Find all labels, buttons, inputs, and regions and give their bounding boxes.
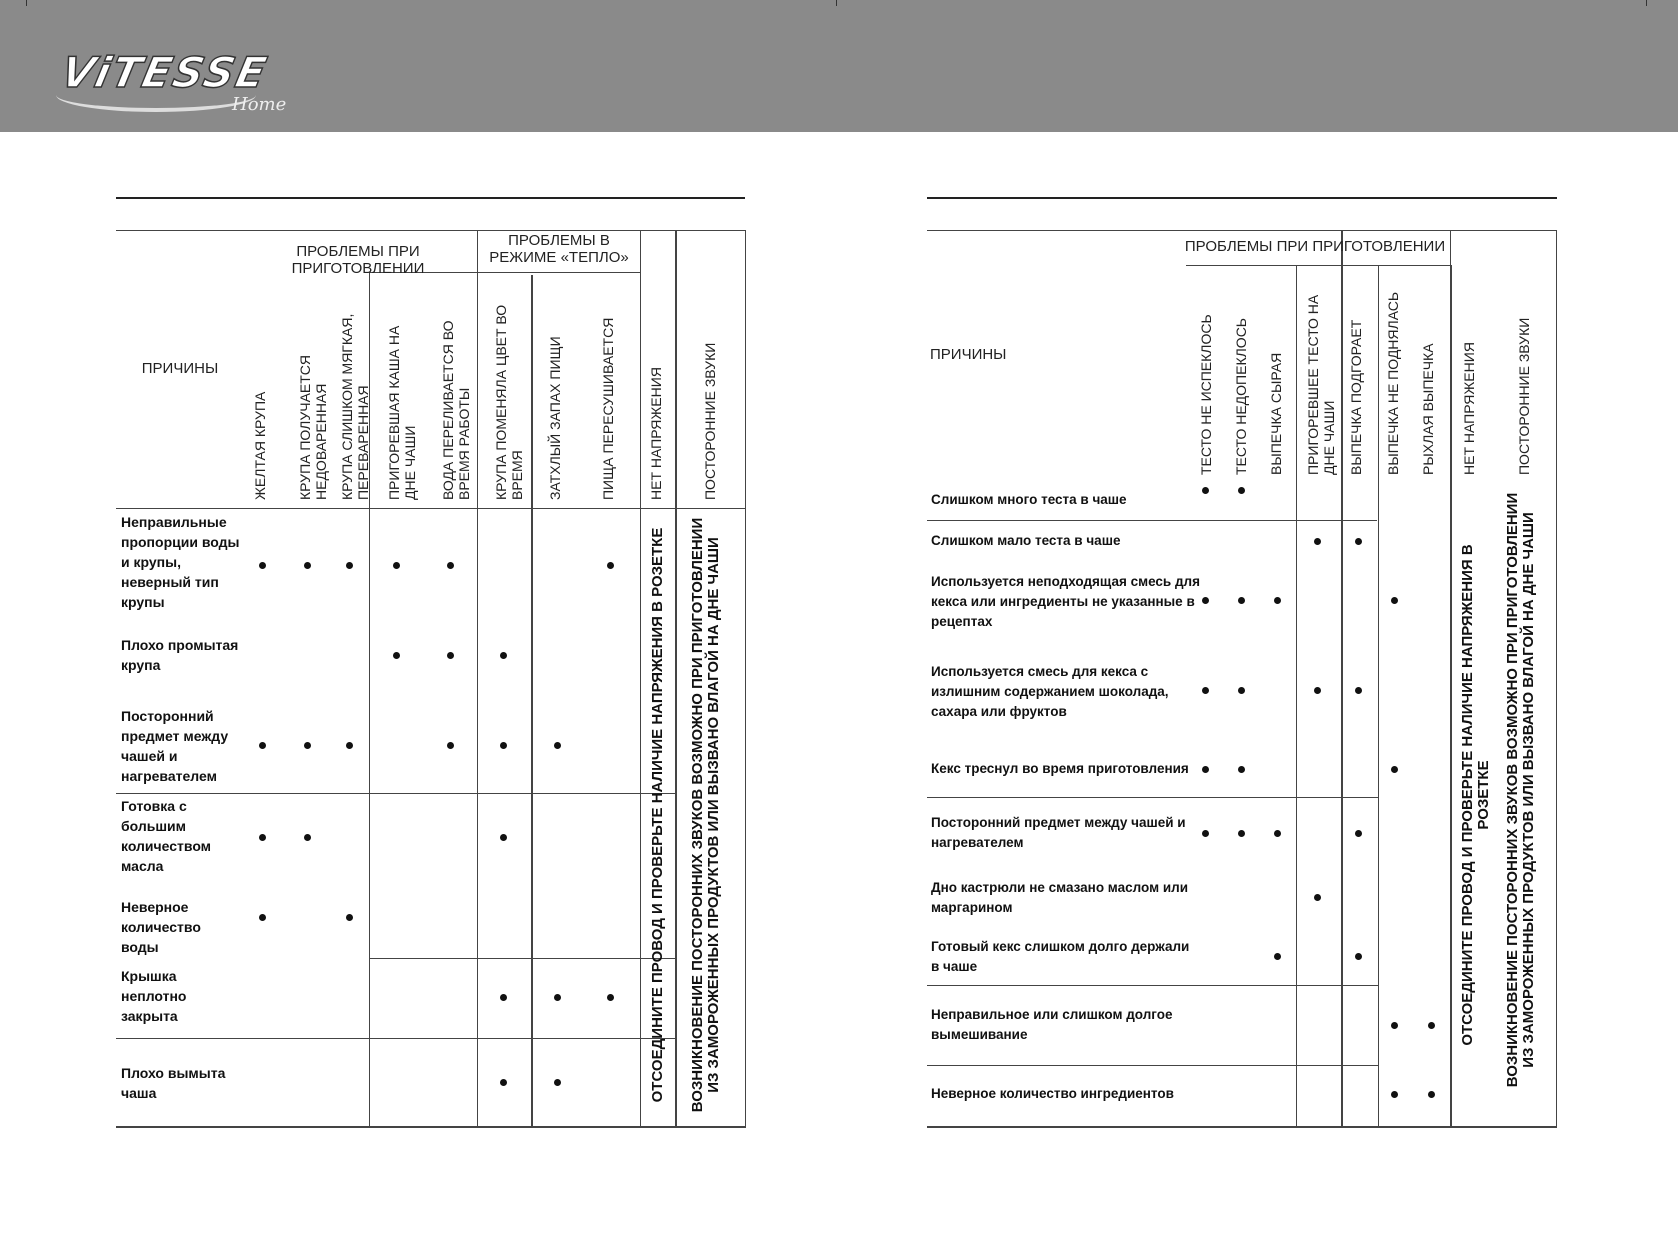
mark-dot (1428, 1022, 1435, 1029)
cause-row: Готовый кекс слишком долго держали в чаше (931, 939, 1190, 974)
column-header: ПРИГОРЕВШЕЕ ТЕСТО НА ДНЕ ЧАШИ (1305, 294, 1337, 475)
mark-dot (1391, 1022, 1398, 1029)
column-header: ЖЕЛТАЯ КРУПА (252, 391, 268, 500)
column-header: ВЫПЕЧКА НЕ ПОДНЯЛАСЬ (1385, 291, 1401, 475)
advice-divider (1450, 230, 1451, 1126)
row-separator (927, 985, 1378, 986)
group-underline (1186, 265, 1450, 266)
mark-dot (1238, 487, 1245, 494)
group-header-warm: ПРОБЛЕМЫ В РЕЖИМЕ «ТЕПЛО» (489, 232, 629, 266)
column-separator (1296, 265, 1297, 1126)
mark-dot (1314, 894, 1321, 901)
mark-dot (1238, 597, 1245, 604)
mark-dot (1202, 766, 1209, 773)
mark-dot (1202, 830, 1209, 837)
causes-header: ПРИЧИНЫ (930, 346, 1007, 363)
column-header: КРУПА ПОМЕНЯЛА ЦВЕТ ВО ВРЕМЯ (493, 304, 525, 500)
column-header: ВЫПЕЧКА СЫРАЯ (1268, 352, 1284, 475)
mark-dot (1391, 766, 1398, 773)
column-header: ПИЩА ПЕРЕСУШИВАЕТСЯ (600, 317, 616, 500)
noise-advice: ВОЗНИКНОВЕНИЕ ПОСТОРОННИХ ЗВУКОВ ВОЗМОЖНО ПРИ ПРИГОТОВЛЕНИИ ИЗ ЗАМОРОЖЕННЫХ ПРОДУКТОВ ИЛИ ВЫЗВАНО ВЛАГОЙ НА ДНЕ ЧАШИ (689, 517, 722, 1113)
row-separator (927, 1065, 1378, 1066)
column-separator (1341, 230, 1343, 1126)
logo-name: ViTESSE (56, 48, 273, 97)
column-header: РЫХЛАЯ ВЫПЕЧКА (1420, 343, 1436, 475)
cause-row: Дно кастрюли не смазано маслом или маргарином (931, 880, 1189, 915)
noise-advice: ВОЗНИКНОВЕНИЕ ПОСТОРОННИХ ЗВУКОВ ВОЗМОЖНО ПРИ ПРИГОТОВЛЕНИИ ИЗ ЗАМОРОЖЕННЫХ ПРОДУКТОВ ИЛИ ВЫЗВАНО ВЛАГОЙ НА ДНЕ ЧАШИ (1504, 492, 1537, 1088)
cause-row: Неправильное или слишком долгое вымешивание (931, 1007, 1173, 1042)
causes-header: ПРИЧИНЫ (141, 360, 219, 377)
cause-row: Слишком мало теста в чаше (931, 533, 1121, 548)
column-header: ТЕСТО НЕДОПЕКЛОСЬ (1233, 318, 1249, 475)
mark-dot (1238, 687, 1245, 694)
mark-dot (1274, 597, 1281, 604)
column-header: КРУПА ПОЛУЧАЕТСЯ НЕДОВАРЕННАЯ (297, 354, 329, 500)
logo-sub: Home (232, 94, 287, 115)
mark-dot (1428, 1091, 1435, 1098)
column-header: ПРИГОРЕВШАЯ КАША НА ДНЕ ЧАШИ (386, 325, 418, 500)
mark-dot (1202, 597, 1209, 604)
mark-dot (1274, 830, 1281, 837)
cause-row: Неправильные пропорции воды и крупы, неверный тип крупы (121, 514, 240, 610)
column-header: ВЫПЕЧКА ПОДГОРАЕТ (1348, 319, 1364, 475)
mark-dot (1274, 953, 1281, 960)
table-border-bottom (927, 1126, 1557, 1128)
column-header: НЕТ НАПРЯЖЕНИЯ (1461, 342, 1477, 475)
header-separator (927, 520, 1377, 521)
mark-dot (1202, 487, 1209, 494)
mark-dot (1391, 1091, 1398, 1098)
group-header-cooking: ПРОБЛЕМЫ ПРИ ПРИГОТОВЛЕНИИ (291, 243, 425, 277)
cause-row: Неверное количество ингредиентов (931, 1086, 1174, 1101)
column-header: НЕТ НАПРЯЖЕНИЯ (648, 367, 664, 500)
cause-row: Слишком много теста в чаше (931, 492, 1127, 507)
column-separator (1378, 265, 1379, 1126)
column-header: КРУПА СЛИШКОМ МЯГКАЯ, ПЕРЕВАРЕННАЯ (339, 313, 371, 500)
cause-row: Посторонний предмет между чашей и нагревателем (931, 815, 1186, 850)
cause-row: Крышка неплотно закрыта (121, 968, 187, 1024)
cause-row: Готовка с большим количеством масла (121, 798, 212, 874)
column-header: ЗАТХЛЫЙ ЗАПАХ ПИЩИ (547, 336, 563, 500)
column-header: ТЕСТО НЕ ИСПЕКЛОСЬ (1198, 314, 1214, 475)
mark-dot (1391, 597, 1398, 604)
no-power-advice: ОТСОЕДИНИТЕ ПРОВОД И ПРОВЕРЬТЕ НАЛИЧИЕ НАПРЯЖЕНИЯ В РОЗЕТКЕ (1459, 544, 1492, 1046)
cause-row: Кекс треснул во время приготовления (931, 761, 1189, 776)
table-border-top (927, 230, 1557, 231)
mark-dot (1355, 687, 1362, 694)
cause-row: Используется неподходящая смесь для кекса или ингредиенты не указанные в рецептах (931, 574, 1200, 629)
mark-dot (1202, 687, 1209, 694)
mark-dot (1314, 687, 1321, 694)
column-header: ПОСТОРОННИЕ ЗВУКИ (702, 342, 718, 500)
mark-dot (1355, 538, 1362, 545)
cause-row: Посторонний предмет между чашей и нагревателем (121, 708, 229, 784)
mark-dot (1314, 538, 1321, 545)
no-power-advice: ОТСОЕДИНИТЕ ПРОВОД И ПРОВЕРЬТЕ НАЛИЧИЕ НАПРЯЖЕНИЯ В РОЗЕТКЕ (649, 527, 666, 1103)
mark-dot (1238, 766, 1245, 773)
row-separator (927, 797, 1378, 798)
mark-dot (1355, 830, 1362, 837)
cause-row: Неверное количество воды (121, 899, 201, 955)
column-header: ВОДА ПЕРЕЛИВАЕТСЯ ВО ВРЕМЯ РАБОТЫ (440, 320, 472, 500)
group-header-cooking: ПРОБЛЕМЫ ПРИ ПРИГОТОВЛЕНИИ (1184, 238, 1446, 255)
cause-row: Плохо промытая крупа (121, 637, 239, 673)
cause-row: Используется смесь для кекса с излишним содержанием шоколада, сахара или фруктов (931, 664, 1169, 719)
cause-row: Плохо вымыта чаша (121, 1065, 226, 1101)
mark-dot (1355, 953, 1362, 960)
column-header: ПОСТОРОННИЕ ЗВУКИ (1516, 317, 1532, 475)
table-border-right (1556, 230, 1557, 1126)
mark-dot (1238, 830, 1245, 837)
